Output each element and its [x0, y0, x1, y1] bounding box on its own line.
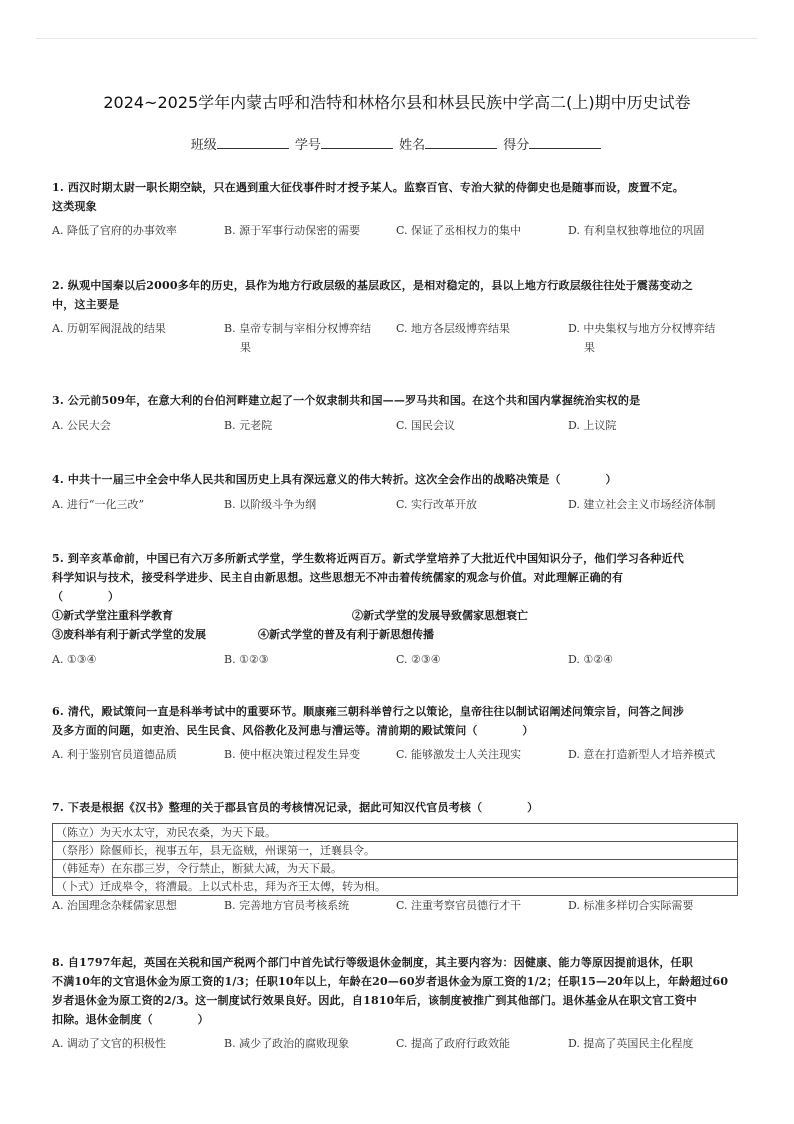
options-row [52, 221, 742, 255]
question-8 [52, 953, 742, 1068]
question-stem: 5. 到辛亥革命前，中国已有六万多所新式学堂，学生数将近两百万。新式学堂培养了大批近代中国知识分子，他们学习各种近代 科学知识与技术，接受科学进步、民主自由新思想。这些思想无不冲击着传统儒家的观念与价值。对此理解正确的有 （ ） [52, 552, 684, 603]
option-a[interactable]: A. 历朝军阀混战的结果 [52, 322, 166, 335]
option-b[interactable]: B. 源于军事行动保密的需要 [224, 224, 361, 237]
question-stem: 3. 公元前509年，在意大利的台伯河畔建立起了一个奴隶制共和国——罗马共和国。在这个共和国内掌握统治实权的是 [52, 394, 641, 407]
record-table [52, 823, 738, 896]
student-info-line [0, 134, 794, 153]
options-row [52, 319, 742, 359]
option-c[interactable]: C. 注重考察官员德行才干 [396, 899, 522, 912]
option-c[interactable]: C. ②③④ [396, 653, 441, 666]
option-d[interactable]: D. 中央集权与地方分权博弈结 果 [568, 322, 716, 354]
statement-4: ④新式学堂的普及有利于新思想传播 [258, 628, 434, 641]
option-a[interactable]: A. ①③④ [52, 653, 97, 666]
question-stem: 1. 西汉时期太尉一职长期空缺，只在遇到重大征伐事件时才授予某人。监察百官、专治大狱的侍御史也是随事而设，废置不定。 这类现象 [52, 181, 684, 213]
name-label: 姓名 [399, 138, 426, 153]
question-4 [52, 470, 742, 529]
name-blank[interactable] [425, 135, 497, 149]
option-a[interactable]: A. 治国理念杂糅儒家思想 [52, 899, 177, 912]
option-c[interactable]: C. 地方各层级博弈结果 [396, 322, 511, 335]
question-1 [52, 178, 742, 255]
options-row [52, 745, 742, 779]
option-a[interactable]: A. 调动了文官的积极性 [52, 1037, 166, 1050]
option-b[interactable]: B. 完善地方官员考核系统 [224, 899, 350, 912]
option-b[interactable]: B. ①②③ [224, 653, 269, 666]
question-stem: 7. 下表是根据《汉书》整理的关于郡县官员的考核情况记录，据此可知汉代官员考核（ ） [52, 801, 539, 814]
table-row: （韩延寿）在东郡三岁，令行禁止，断狱大减，为天下最。 [53, 860, 738, 878]
option-d[interactable]: D. 建立社会主义市场经济体制 [568, 498, 716, 511]
page-title: 2024~2025学年内蒙古呼和浩特和林格尔县和林县民族中学高二(上)期中历史试卷 [103, 93, 691, 112]
option-c[interactable]: C. 实行改革开放 [396, 498, 478, 511]
question-6 [52, 702, 742, 779]
student-id-blank[interactable] [321, 135, 393, 149]
question-stem: 8. 自1797年起，英国在关税和国产税两个部门中首先试行等级退休金制度，其主要内容为：因健康、能力等原因提前退休，任职 不满10年的文官退休金为原工资的1/3；任职10年以上，年龄在20—60岁者退休金为原工资的1/2；任职15—20年以上，年龄超过60 岁者退休金为原工资的2/3。这一制度试行效果良好。因此，自1810年后，该制度被推广到其他部门。退休基金从在职文官工资中 扣除。退休金制度（ ） [52, 956, 729, 1026]
option-a[interactable]: A. 进行“一化三改” [52, 498, 145, 511]
option-c[interactable]: C. 国民会议 [396, 419, 456, 432]
table-row: （陈立）为天水太守，劝民农桑，为天下最。 [53, 824, 738, 842]
question-2 [52, 276, 742, 359]
options-row [52, 495, 742, 529]
options-row [52, 1034, 742, 1068]
class-blank[interactable] [217, 135, 289, 149]
option-b[interactable]: B. 减少了政治的腐败现象 [224, 1037, 350, 1050]
question-5 [52, 549, 742, 684]
statement-2: ②新式学堂的发展导致儒家思想衰亡 [352, 609, 528, 622]
statement-1: ①新式学堂注重科学教育 [52, 609, 173, 622]
option-a[interactable]: A. 降低了官府的办事效率 [52, 224, 177, 237]
score-blank[interactable] [529, 135, 601, 149]
statement-row [52, 606, 742, 625]
option-d[interactable]: D. 意在打造新型人才培养模式 [568, 748, 716, 761]
options-row [52, 416, 742, 450]
student-id-label: 学号 [294, 138, 321, 153]
question-3 [52, 391, 742, 450]
score-label: 得分 [503, 138, 530, 153]
options-row [52, 896, 742, 930]
question-stem: 6. 清代，殿试策问一直是科举考试中的重要环节。顺康雍三朝科举曾行之以策论，皇帝往往以制试诏阐述问策宗旨，问答之间涉 及多方面的问题，如吏治、民生民食、风俗教化及河患与漕运等。清前期的殿试策问（ ） [52, 705, 684, 737]
question-stem: 4. 中共十一届三中全会中华人民共和国历史上具有深远意义的伟大转折。这次全会作出的战略决策是（ ） [52, 473, 617, 486]
option-a[interactable]: A. 公民大会 [52, 419, 111, 432]
top-divider [36, 38, 758, 39]
option-b[interactable]: B. 以阶级斗争为纲 [224, 498, 317, 511]
option-b[interactable]: B. 皇帝专制与宰相分权博弈结 果 [224, 322, 372, 354]
options-row [52, 650, 742, 684]
table-row: （卜式）迁成皋令，将漕最。上以式朴忠，拜为齐王太傅，转为相。 [53, 878, 738, 896]
option-a[interactable]: A. 利于鉴别官员道德品质 [52, 748, 177, 761]
table-row: （祭彤）除偃师长，视事五年，县无盗贼，州课第一，迁襄县令。 [53, 842, 738, 860]
option-c[interactable]: C. 提高了政府行政效能 [396, 1037, 511, 1050]
statement-row [52, 625, 742, 644]
option-c[interactable]: C. 能够激发士人关注现实 [396, 748, 522, 761]
option-d[interactable]: D. 有利皇权独尊地位的巩固 [568, 224, 705, 237]
statement-3: ③废科举有利于新式学堂的发展 [52, 628, 206, 641]
option-d[interactable]: D. 提高了英国民主化程度 [568, 1037, 694, 1050]
option-b[interactable]: B. 使中枢决策过程发生异变 [224, 748, 361, 761]
class-label: 班级 [190, 138, 217, 153]
question-7 [52, 798, 742, 930]
option-d[interactable]: D. 上议院 [568, 419, 617, 432]
option-c[interactable]: C. 保证了丞相权力的集中 [396, 224, 522, 237]
question-stem: 2. 纵观中国秦以后2000多年的历史，县作为地方行政层级的基层政区，是相对稳定的，县以上地方行政层级往往处于震荡变动之 中，这主要是 [52, 279, 693, 311]
option-b[interactable]: B. 元老院 [224, 419, 273, 432]
option-d[interactable]: D. ①②④ [568, 653, 614, 666]
option-d[interactable]: D. 标准多样切合实际需要 [568, 899, 694, 912]
